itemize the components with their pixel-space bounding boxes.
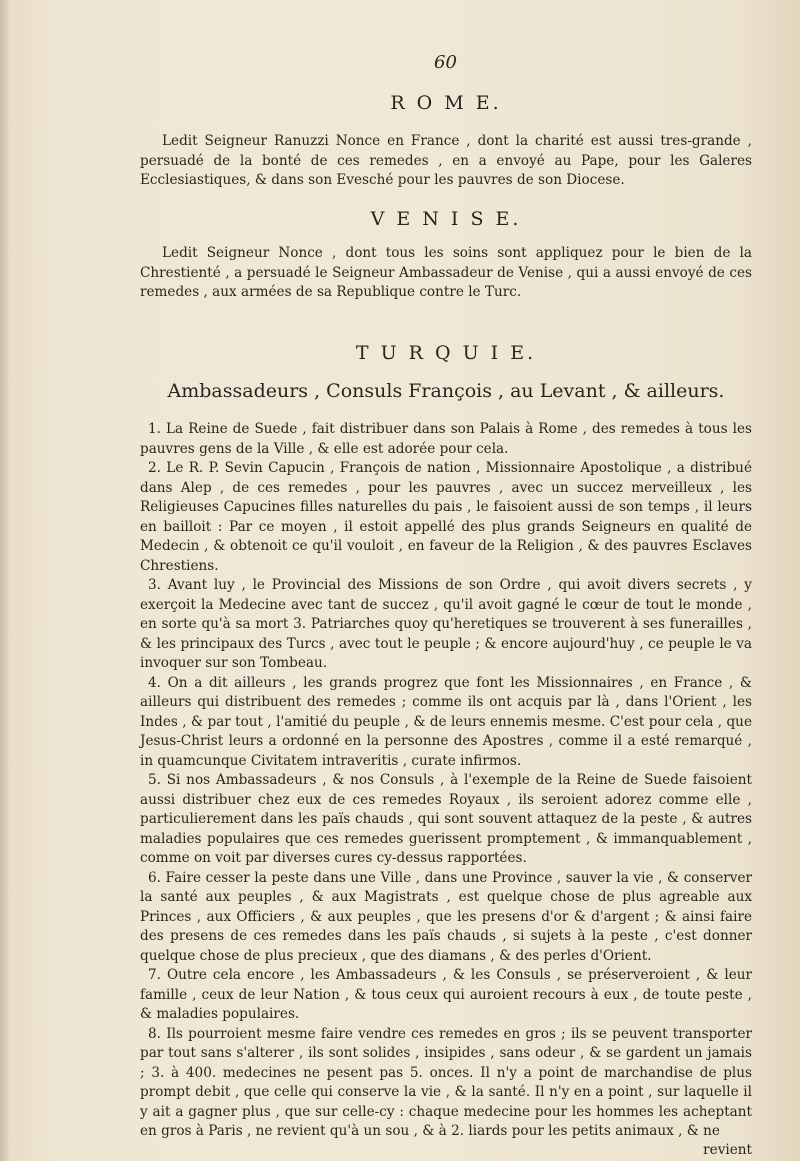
page-number: 60 <box>434 52 457 73</box>
section-turquie <box>140 342 752 364</box>
list-item: 2. Le R. P. Sevin Capucin , François de nation , Missionnaire Apostolique , a distribué dans Alep , de ces remedes , pour les pauvres , avec un succez merveilleux , les Religieuses Capucines filles naturelles du pais , le faisoient aussi de son temps , il leurs en bailloit : Par ce moyen , il estoit appellé des plus grands Seigneurs en qualité de Medecin , & obtenoit ce qu'il vouloit , en faveur de la Religion , & des pauvres Esclaves Chrestiens. <box>140 460 752 574</box>
paragraph-venise-wrap <box>140 244 752 303</box>
heading-rome: R O M E. <box>390 92 502 114</box>
catchword: revient <box>703 1141 752 1158</box>
section-rome <box>140 92 752 114</box>
binding-shadow <box>0 0 10 1161</box>
heading-turquie: T U R Q U I E. <box>355 342 537 364</box>
subheading-turquie: Ambassadeurs , Consuls François , au Levant , & ailleurs. <box>167 380 725 402</box>
paragraph-venise: Ledit Seigneur Nonce , dont tous les soins sont appliquez pour le bien de la Chrestienté , a persuadé le Seigneur Ambassadeur de Venise , qui a aussi envoyé de ces remedes , aux armées de sa Republique contre le Turc. <box>140 245 752 300</box>
heading-venise: V E N I S E. <box>370 208 522 230</box>
paragraph-rome-wrap <box>140 132 752 191</box>
section-venise <box>140 208 752 230</box>
turquie-items <box>140 420 752 1158</box>
subheading-turquie-wrap <box>140 380 752 402</box>
list-item: 3. Avant luy , le Provincial des Missions de son Ordre , qui avoit divers secrets , y exerçoit la Medecine avec tant de succez , qu'il avoit gagné le cœur de tout le monde , en sorte qu'à sa mort 3. Patriarches quoy qu'heretiques se trouverent à ses funerailles , & les principaux des Turcs , avec tout le peuple ; & encore aujourd'huy , ce peuple le va invoquer sur son Tombeau. <box>140 577 752 671</box>
list-item: 4. On a dit ailleurs , les grands progrez que font les Missionnaires , en France , & ailleurs qui distribuent des remedes ; comme ils ont acquis par là , dans l'Orient , les Indes , & par tout , l'amitié du peuple , & de leurs ennemis mesme. C'est pour cela , que Jesus-Christ leurs a ordonné en la personne des Apostres , comme il a esté remarqué , in quamcunque Civitatem intraveritis , curate infirmos. <box>140 674 752 769</box>
list-item: 6. Faire cesser la peste dans une Ville , dans une Province , sauver la vie , & conserver la santé aux peuples , & aux Magistrats , est quelque chose de plus agreable aux Princes , aux Officiers , & aux peuples , que les presens d'or & d'argent ; & ainsi faire des presens de ces remedes dans les païs chauds , si sujets à la peste , c'est donner quelque chose de plus precieux , que des diamans , & des perles d'Orient. <box>140 869 752 964</box>
list-item: 1. La Reine de Suede , fait distribuer dans son Palais à Rome , des remedes à tous les pauvres gens de la Ville , & elle est adorée pour cela. <box>140 421 752 457</box>
list-item: 8. Ils pourroient mesme faire vendre ces remedes en gros ; ils se peuvent transporter par tout sans s'alterer , ils sont solides , insipides , sans odeur , & se gardent un jamais ; 3. à 400. medecines ne pesent pas 5. onces. Il n'y a point de marchandise de plus prompt debit , que celle qui conserve la vie , & la santé. Il n'y en a point , sur laquelle il y ait a gagner plus , que sur celle-cy : chaque medecine pour les hommes les acheptant en gros à Paris , ne revient qu'à un sou , & à 2. liards pour les petits animaux , & ne <box>140 1025 752 1139</box>
list-item: 5. Si nos Ambassadeurs , & nos Consuls , à l'exemple de la Reine de Suede faisoient aussi distribuer chez eux de ces remedes Royaux , ils seroient adorez comme elle , particulierement dans les païs chauds , qui sont souvent attaquez de la peste , & autres maladies populaires que ces remedes guerissent promptement , & immanquablement , comme on voit par diverses cures cy-dessus rapportées. <box>140 772 752 866</box>
paragraph-rome: Ledit Seigneur Ranuzzi Nonce en France , dont la charité est aussi tres-grande , persuadé de la bonté de ces remedes , en a envoyé au Pape, pour les Galeres Ecclesiastiques, & dans son Evesché pour les pauvres de son Diocese. <box>140 133 752 188</box>
list-item: 7. Outre cela encore , les Ambassadeurs , & les Consuls , se préserveroient , & leur famille , ceux de leur Nation , & tous ceux qui auroient recours à eux , de toute peste , & maladies populaires. <box>140 967 752 1022</box>
